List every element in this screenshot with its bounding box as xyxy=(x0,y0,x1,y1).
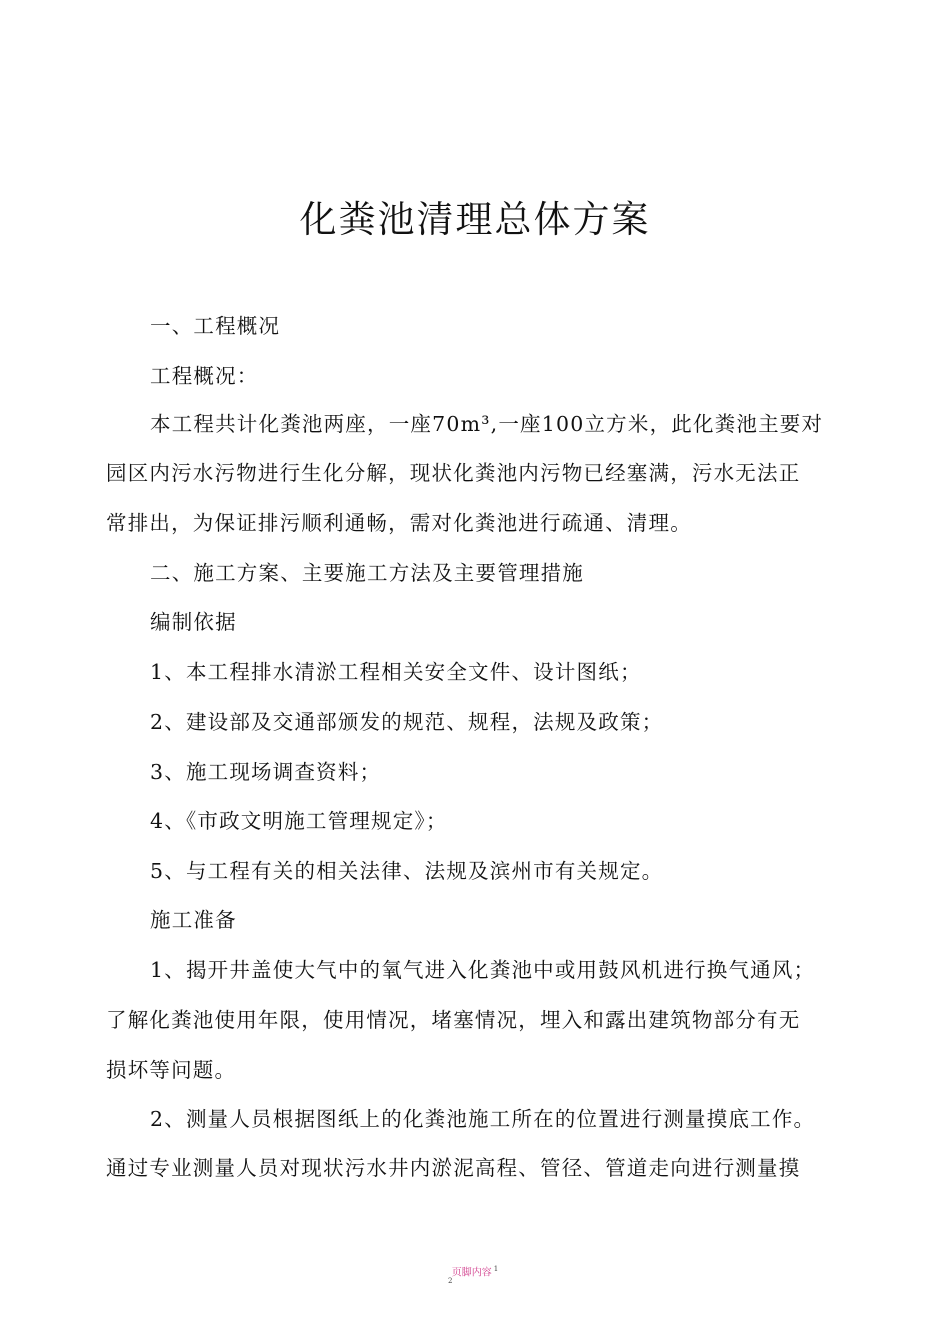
prep-label: 施工准备 xyxy=(150,908,237,932)
overview-paragraph-line-1: 本工程共计化粪池两座，一座70m³,一座100立方米，此化粪池主要对 xyxy=(150,412,824,436)
footer-text: 页脚内容 xyxy=(451,1267,492,1279)
prep-item-2-line-1: 2、测量人员根据图纸上的化粪池施工所在的位置进行测量摸底工作。 xyxy=(150,1107,816,1131)
document-title: 化粪池清理总体方案 xyxy=(299,198,651,241)
page-number: 2 xyxy=(448,1277,453,1285)
footer-superscript: 1 xyxy=(493,1265,499,1273)
overview-paragraph-line-2: 园区内污水污物进行生化分解，现状化粪池内污物已经塞满，污水无法正 xyxy=(106,461,801,485)
basis-item: 5、与工程有关的相关法律、法规及滨州市有关规定。 xyxy=(150,859,664,883)
prep-item-1-line-2: 了解化粪池使用年限，使用情况，堵塞情况，埋入和露出建筑物部分有无 xyxy=(106,1008,801,1032)
overview-paragraph-line-3: 常排出，为保证排污顺利通畅，需对化粪池进行疏通、清理。 xyxy=(106,511,692,535)
basis-item: 4、《市政文明施工管理规定》； xyxy=(150,809,448,833)
page-footer xyxy=(0,1262,950,1280)
prep-item-1-line-3: 损坏等问题。 xyxy=(106,1058,237,1082)
basis-label: 编制依据 xyxy=(150,610,237,634)
prep-item-2-line-2: 通过专业测量人员对现状污水井内淤泥高程、管径、管道走向进行测量摸 xyxy=(106,1156,801,1180)
basis-item: 2、建设部及交通部颁发的规范、规程，法规及政策； xyxy=(150,710,664,734)
basis-item: 1、本工程排水清淤工程相关安全文件、设计图纸； xyxy=(150,660,642,684)
overview-label: 工程概况： xyxy=(150,364,259,388)
prep-item-1-line-1: 1、揭开井盖使大气中的氧气进入化粪池中或用鼓风机进行换气通风； xyxy=(150,958,816,982)
basis-item: 3、施工现场调查资料； xyxy=(150,760,382,784)
section1-heading: 一、工程概况 xyxy=(150,314,281,338)
section2-heading: 二、施工方案、主要施工方法及主要管理措施 xyxy=(150,561,584,585)
